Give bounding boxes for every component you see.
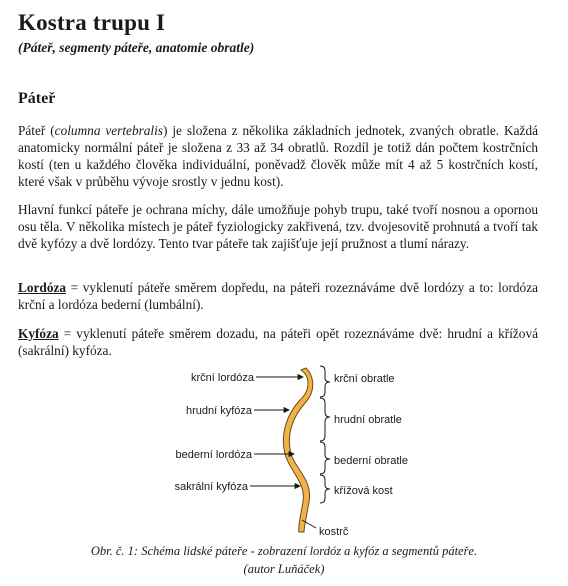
label-lumbar-vertebrae: bederní obratle bbox=[334, 455, 408, 467]
paragraph-lordosis bbox=[18, 279, 538, 313]
brace-sacral bbox=[320, 475, 330, 503]
term-kyphosis: Kyfóza bbox=[18, 326, 59, 341]
brace-lumbar bbox=[320, 442, 330, 474]
label-thoracic-kyphosis: hrudní kyfóza bbox=[185, 405, 252, 417]
spine-diagram bbox=[150, 362, 440, 540]
paragraph-intro-body: ) je složena z několika základních jednotek, zvaných obratle. Každá anatomicky normální páteř je složena z 33 až 34 obratlů. Rozdíl je totiž dán počtem kostrčních kostí (ten u každého člověka individuální, poněvadž člověk může mít 4 až 5 kostrčních kostí, které však v průběhu vývoje srostly v jednu kost). bbox=[18, 123, 539, 189]
paragraph-kyphosis bbox=[18, 325, 538, 359]
page-title: Kostra trupu I bbox=[18, 10, 166, 35]
term-lordosis: Lordóza bbox=[18, 280, 67, 295]
label-sacral-kyphosis: sakrální kyfóza bbox=[174, 481, 248, 493]
paragraph-function: Hlavní funkcí páteře je ochrana míchy, dále umožňuje pohyb trupu, také tvoří nosnou a opornou osu těla. V několika místech je páteř fyziologicky zakřivená, tzv. dvojesovitě prohnutá a tvoří tak dvě kyfózy a dvě lordózy. Tento tvar páteře tak zajišťuje její pružnost a tlumí nárazy. bbox=[18, 202, 538, 251]
spine-shape bbox=[283, 368, 312, 532]
paragraph-intro-lead: Páteř ( bbox=[18, 123, 55, 138]
latin-term: columna vertebralis bbox=[54, 123, 163, 138]
brace-thoracic bbox=[320, 398, 330, 441]
section-heading: Páteř bbox=[18, 90, 56, 107]
label-lumbar-lordosis: bederní lordóza bbox=[175, 449, 252, 461]
paragraph-intro bbox=[18, 122, 538, 190]
figure-caption: Obr. č. 1: Schéma lidské páteře - zobrazení lordóz a kyfóz a segmentů páteře. bbox=[90, 544, 478, 558]
brace-cervical bbox=[320, 366, 330, 397]
label-cervical-vertebrae: krční obratle bbox=[334, 373, 395, 385]
definition-lordosis: = vyklenutí páteře směrem dopředu, na páteři rozeznáváme dvě lordózy a to: lordóza krční a lordóza bederní (lumbální). bbox=[18, 280, 538, 312]
figure-author: (autor Luňáček) bbox=[243, 562, 325, 576]
label-sacrum: křížová kost bbox=[334, 485, 393, 497]
label-cervical-lordosis: krční lordóza bbox=[191, 372, 254, 384]
page-subtitle: (Páteř, segmenty páteře, anatomie obratle) bbox=[18, 40, 255, 55]
definition-kyphosis: = vyklenutí páteře směrem dozadu, na páteři opět rozeznáváme dvě: hrudní a křížová (sakrální) kyfóza. bbox=[18, 326, 538, 358]
label-coccyx: kostrč bbox=[319, 526, 349, 538]
label-thoracic-vertebrae: hrudní obratle bbox=[334, 414, 402, 426]
